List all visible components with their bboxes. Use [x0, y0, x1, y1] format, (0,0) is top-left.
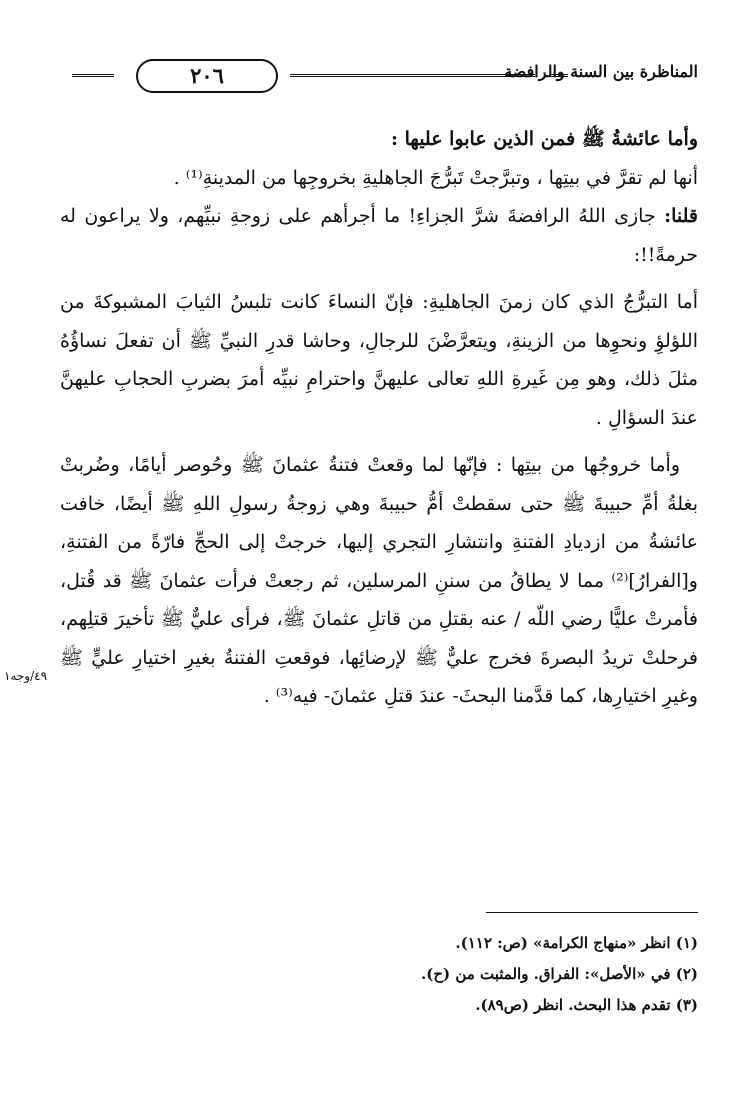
- paragraph-heading: وأما عائشةُ ﷺ فمن الذين عابوا عليها :: [391, 128, 698, 150]
- qulna-label: قلنا:: [664, 205, 698, 227]
- paragraph: أنها لم تقرَّ في بيتِها ، وتبرَّجتْ تَبرُّجَ الجاهليةِ بخروجِها من المدينةِ⁽¹⁾ .: [173, 166, 698, 189]
- paragraph: [60, 197, 698, 274]
- footnote-rule: [486, 912, 698, 913]
- page-header: [72, 56, 698, 96]
- footnote: (١) انظر «منهاج الكرامة» (ص: ١١٢).: [455, 934, 698, 952]
- header-rule-middle: [290, 74, 535, 77]
- main-text: [60, 120, 698, 716]
- page-number: ٢٠٦: [136, 59, 278, 93]
- footnote: (٣) تقدم هذا البحث. انظر (ص٨٩).: [475, 996, 698, 1014]
- paragraph-text: جازى اللهُ الرافضةَ شرَّ الجزاءِ! ما أجرأهم على زوجةِ نبيِّهم، ولا يراعون له حرمةً!!:: [60, 205, 698, 266]
- paragraph: أما التبرُّجُ الذي كان زمنَ الجاهليةِ: فإنّ النساءَ كانت تلبسُ الثيابَ المشبوكةَ من اللؤلؤِ ونحوِها من الزينةِ، ويتعرَّضْنَ للرجالِ، وحاشا قدرِ النبيِّ ﷺ أن تفعلَ نساؤُهُ مثلَ ذلك، وهو مِن غَيرةِ اللهِ تعالى عليهنَّ واحترامِ نبيِّه أمرَ بضربِ الحجابِ عليهنَّ عندَ السؤالِ .: [60, 291, 698, 429]
- header-rule-left: [72, 74, 114, 77]
- manuscript-margin-note: ٤٩/وجه١: [4, 669, 48, 683]
- footnote: (٢) في «الأصل»: الفراق. والمثبت من (ح).: [421, 965, 698, 983]
- paragraph: وأما خروجُها من بيتِها : فإنّها لما وقعتْ فتنةُ عثمانَ ﷺ وحُوصر أيامًا، وضُربتْ بغلةُ أمِّ حبيبةَ ﷺ حتى سقطتْ أمُّ حبيبةَ وهي زوجةُ رسولِ اللهِ ﷺ أيضًا، خافت عائشةُ من ازديادِ الفتنةِ وانتشارِ التجري إليها، خرجتْ إلى الحجِّ فارّةً من الفتنةِ، و[الفرارُ]⁽²⁾ مما لا يطاقُ من سننِ المرسلين، ثم رجعتْ فرأت عثمانَ ﷺ قد قُتل، فأمرتْ عليًّا رضي اللّه / عنه بقتلِ من قاتلِ عثمانَ ﷺ، فرأى عليٌّ ﷺ تأخيرَ قتلِهم، فرحلتْ تريدُ البصرةَ فخرج عليٌّ ﷺ لإرضائِها، فوقعتِ الفتنةُ بغيرِ اختيارِ عليٍّ ﷺ وغيرِ اختيارِها، كما قدَّمنا البحثَ- عندَ قتلِ عثمانَ- فيه⁽³⁾ .: [60, 454, 698, 707]
- running-title: المناظرة بين السنة والرافضة: [504, 62, 698, 81]
- footnotes: [60, 928, 698, 1021]
